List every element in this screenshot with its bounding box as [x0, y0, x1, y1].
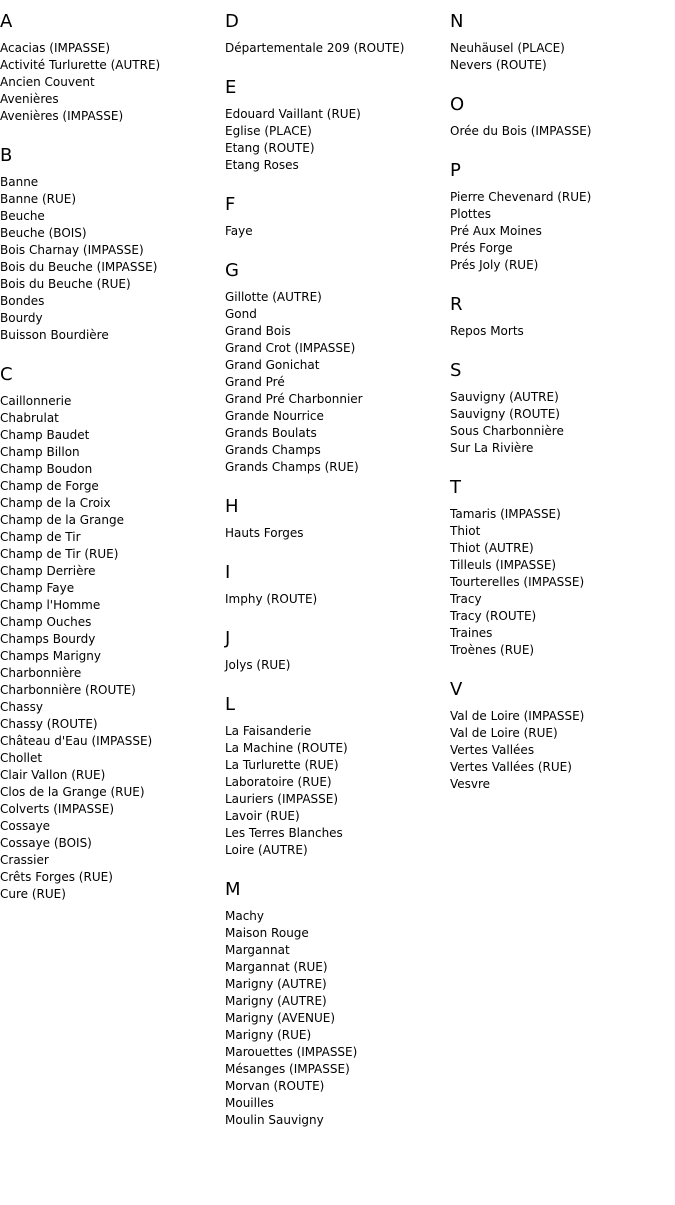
- section-letter-heading: S: [450, 360, 462, 381]
- street-name: Hauts Forges: [225, 526, 304, 540]
- street-name: Nevers (ROUTE): [450, 58, 547, 72]
- street-list: [225, 591, 450, 608]
- street-name: Sauvigny (AUTRE): [450, 390, 559, 404]
- street-name: Machy: [225, 909, 265, 923]
- section-letter-heading: C: [0, 364, 13, 385]
- street-name: Banne: [0, 175, 39, 189]
- street-name: Prés Forge: [450, 241, 513, 255]
- letter-section-f: [225, 193, 450, 240]
- street-name: Ancien Couvent: [0, 75, 95, 89]
- letter-section-a: [0, 10, 225, 125]
- section-letter-heading: E: [225, 77, 237, 98]
- street-name: Marigny (AUTRE): [225, 994, 327, 1008]
- street-name: Pierre Chevenard (RUE): [450, 190, 592, 204]
- street-list: [225, 525, 450, 542]
- street-name: Eglise (PLACE): [225, 124, 312, 138]
- street-name: Margannat (RUE): [225, 960, 328, 974]
- street-name: Bourdy: [0, 311, 43, 325]
- street-list: [450, 708, 675, 793]
- street-name: Tracy: [450, 592, 482, 606]
- letter-section-j: [225, 627, 450, 674]
- street-name: Lavoir (RUE): [225, 809, 300, 823]
- street-name: Neuhäusel (PLACE): [450, 41, 565, 55]
- street-name: Champ Boudon: [0, 462, 93, 476]
- street-name: Maison Rouge: [225, 926, 309, 940]
- street-name: Gillotte (AUTRE): [225, 290, 322, 304]
- street-name: Bois Charnay (IMPASSE): [0, 243, 144, 257]
- letter-section-v: [450, 678, 675, 793]
- letter-section-g: [225, 259, 450, 476]
- street-name: Marigny (AVENUE): [225, 1011, 336, 1025]
- street-list: [225, 723, 450, 859]
- street-name: Caillonnerie: [0, 394, 72, 408]
- street-name: Chollet: [0, 751, 43, 765]
- street-name: Grands Champs: [225, 443, 321, 457]
- street-name: Faye: [225, 224, 253, 238]
- letter-section-c: [0, 363, 225, 903]
- street-name: Etang Roses: [225, 158, 299, 172]
- letter-section-t: [450, 476, 675, 659]
- street-name: Thiot (AUTRE): [450, 541, 534, 555]
- letter-section-b: [0, 144, 225, 344]
- street-name: Champ Ouches: [0, 615, 92, 629]
- street-name: Grand Pré Charbonnier: [225, 392, 363, 406]
- street-name: Champ Baudet: [0, 428, 90, 442]
- street-name: La Faisanderie: [225, 724, 312, 738]
- street-name: Cossaye: [0, 819, 51, 833]
- street-name: Les Terres Blanches: [225, 826, 343, 840]
- street-name: Chabrulat: [0, 411, 59, 425]
- street-name: Val de Loire (RUE): [450, 726, 558, 740]
- street-name: Laboratoire (RUE): [225, 775, 332, 789]
- section-letter-heading: T: [450, 477, 461, 498]
- street-name: Morvan (ROUTE): [225, 1079, 325, 1093]
- street-name: Buisson Bourdière: [0, 328, 109, 342]
- street-name: Val de Loire (IMPASSE): [450, 709, 585, 723]
- street-name: La Machine (ROUTE): [225, 741, 348, 755]
- street-name: Champ Faye: [0, 581, 75, 595]
- street-list: [225, 223, 450, 240]
- section-letter-heading: V: [450, 679, 463, 700]
- street-name: Champ de Tir (RUE): [0, 547, 119, 561]
- street-name: Champ Billon: [0, 445, 80, 459]
- street-name: Clair Vallon (RUE): [0, 768, 106, 782]
- section-letter-heading: J: [225, 628, 231, 649]
- street-name: Charbonnière (ROUTE): [0, 683, 136, 697]
- street-list: [225, 289, 450, 476]
- section-letter-heading: A: [0, 11, 13, 32]
- section-letter-heading: B: [0, 145, 13, 166]
- street-name: Vesvre: [450, 777, 491, 791]
- street-name: Champ de Tir: [0, 530, 81, 544]
- letter-section-d: [225, 10, 450, 57]
- letter-section-o: [450, 93, 675, 140]
- street-list: [0, 40, 225, 125]
- letter-section-i: [225, 561, 450, 608]
- street-name: Grande Nourrice: [225, 409, 324, 423]
- street-list: [225, 657, 450, 674]
- street-name: Sur La Rivière: [450, 441, 534, 455]
- street-index-column-2: [225, 10, 450, 1148]
- street-list: [225, 40, 450, 57]
- street-name: Pré Aux Moines: [450, 224, 542, 238]
- street-name: Crêts Forges (RUE): [0, 870, 113, 884]
- street-name: Bondes: [0, 294, 45, 308]
- street-name: Plottes: [450, 207, 491, 221]
- street-name: Grand Crot (IMPASSE): [225, 341, 356, 355]
- street-name: Chassy: [0, 700, 43, 714]
- street-name: Grand Bois: [225, 324, 291, 338]
- street-name: Champs Marigny: [0, 649, 102, 663]
- section-letter-heading: M: [225, 879, 241, 900]
- letter-section-h: [225, 495, 450, 542]
- street-list: [450, 40, 675, 74]
- street-name: Repos Morts: [450, 324, 524, 338]
- street-name: Marigny (RUE): [225, 1028, 312, 1042]
- section-letter-heading: G: [225, 260, 239, 281]
- street-list: [0, 174, 225, 344]
- street-name: Avenières (IMPASSE): [0, 109, 124, 123]
- street-name: Jolys (RUE): [225, 658, 291, 672]
- street-name: Etang (ROUTE): [225, 141, 315, 155]
- section-letter-heading: P: [450, 160, 461, 181]
- street-name: Grands Champs (RUE): [225, 460, 359, 474]
- street-name: La Turlurette (RUE): [225, 758, 339, 772]
- street-list: [450, 189, 675, 274]
- section-letter-heading: L: [225, 694, 236, 715]
- letter-section-s: [450, 359, 675, 457]
- section-letter-heading: N: [450, 11, 464, 32]
- street-name: Départementale 209 (ROUTE): [225, 41, 405, 55]
- street-name: Tamaris (IMPASSE): [450, 507, 561, 521]
- street-name: Grands Boulats: [225, 426, 317, 440]
- street-name: Beuche: [0, 209, 45, 223]
- street-name: Chassy (ROUTE): [0, 717, 98, 731]
- street-name: Vertes Vallées (RUE): [450, 760, 572, 774]
- street-name: Tilleuls (IMPASSE): [450, 558, 557, 572]
- street-name: Sauvigny (ROUTE): [450, 407, 560, 421]
- street-name: Marouettes (IMPASSE): [225, 1045, 358, 1059]
- street-name: Mouilles: [225, 1096, 274, 1110]
- street-name: Moulin Sauvigny: [225, 1113, 324, 1127]
- street-name: Grand Pré: [225, 375, 285, 389]
- street-name: Cossaye (BOIS): [0, 836, 92, 850]
- street-name: Cure (RUE): [0, 887, 66, 901]
- street-list: [450, 323, 675, 340]
- street-name: Margannat: [225, 943, 290, 957]
- street-name: Sous Charbonnière: [450, 424, 564, 438]
- street-name: Crassier: [0, 853, 49, 867]
- street-index-column-1: [0, 10, 225, 922]
- street-name: Prés Joly (RUE): [450, 258, 539, 272]
- street-list: [0, 393, 225, 903]
- section-letter-heading: F: [225, 194, 236, 215]
- street-name: Champ de la Croix: [0, 496, 111, 510]
- street-name: Bois du Beuche (RUE): [0, 277, 131, 291]
- street-name: Champs Bourdy: [0, 632, 96, 646]
- street-name: Clos de la Grange (RUE): [0, 785, 145, 799]
- letter-section-l: [225, 693, 450, 859]
- street-name: Charbonnière: [0, 666, 82, 680]
- street-name: Orée du Bois (IMPASSE): [450, 124, 592, 138]
- street-name: Edouard Vaillant (RUE): [225, 107, 361, 121]
- letter-section-r: [450, 293, 675, 340]
- street-name: Acacias (IMPASSE): [0, 41, 111, 55]
- section-letter-heading: O: [450, 94, 465, 115]
- street-name: Bois du Beuche (IMPASSE): [0, 260, 158, 274]
- street-list: [450, 389, 675, 457]
- letter-section-m: [225, 878, 450, 1129]
- street-name: Avenières: [0, 92, 59, 106]
- street-name: Lauriers (IMPASSE): [225, 792, 339, 806]
- street-name: Loire (AUTRE): [225, 843, 308, 857]
- section-letter-heading: I: [225, 562, 231, 583]
- street-name: Imphy (ROUTE): [225, 592, 318, 606]
- street-list: [225, 106, 450, 174]
- street-name: Champ l'Homme: [0, 598, 101, 612]
- street-name: Tourterelles (IMPASSE): [450, 575, 585, 589]
- street-name: Banne (RUE): [0, 192, 77, 206]
- street-name: Grand Gonichat: [225, 358, 320, 372]
- street-list: [450, 506, 675, 659]
- letter-section-e: [225, 76, 450, 174]
- street-name: Gond: [225, 307, 257, 321]
- street-name: Mésanges (IMPASSE): [225, 1062, 350, 1076]
- street-name: Château d'Eau (IMPASSE): [0, 734, 153, 748]
- street-name: Tracy (ROUTE): [450, 609, 537, 623]
- street-name: Champ Derrière: [0, 564, 96, 578]
- street-name: Traines: [450, 626, 493, 640]
- street-list: [225, 908, 450, 1129]
- street-list: [450, 123, 675, 140]
- street-name: Marigny (AUTRE): [225, 977, 327, 991]
- street-name: Beuche (BOIS): [0, 226, 87, 240]
- section-letter-heading: D: [225, 11, 239, 32]
- street-index-column-3: [450, 10, 675, 812]
- letter-section-n: [450, 10, 675, 74]
- street-name: Colverts (IMPASSE): [0, 802, 114, 816]
- section-letter-heading: R: [450, 294, 463, 315]
- street-name: Vertes Vallées: [450, 743, 535, 757]
- street-name: Champ de Forge: [0, 479, 99, 493]
- street-name: Troènes (RUE): [450, 643, 535, 657]
- street-name: Thiot: [450, 524, 481, 538]
- letter-section-p: [450, 159, 675, 274]
- street-name: Champ de la Grange: [0, 513, 124, 527]
- section-letter-heading: H: [225, 496, 239, 517]
- street-name: Activité Turlurette (AUTRE): [0, 58, 161, 72]
